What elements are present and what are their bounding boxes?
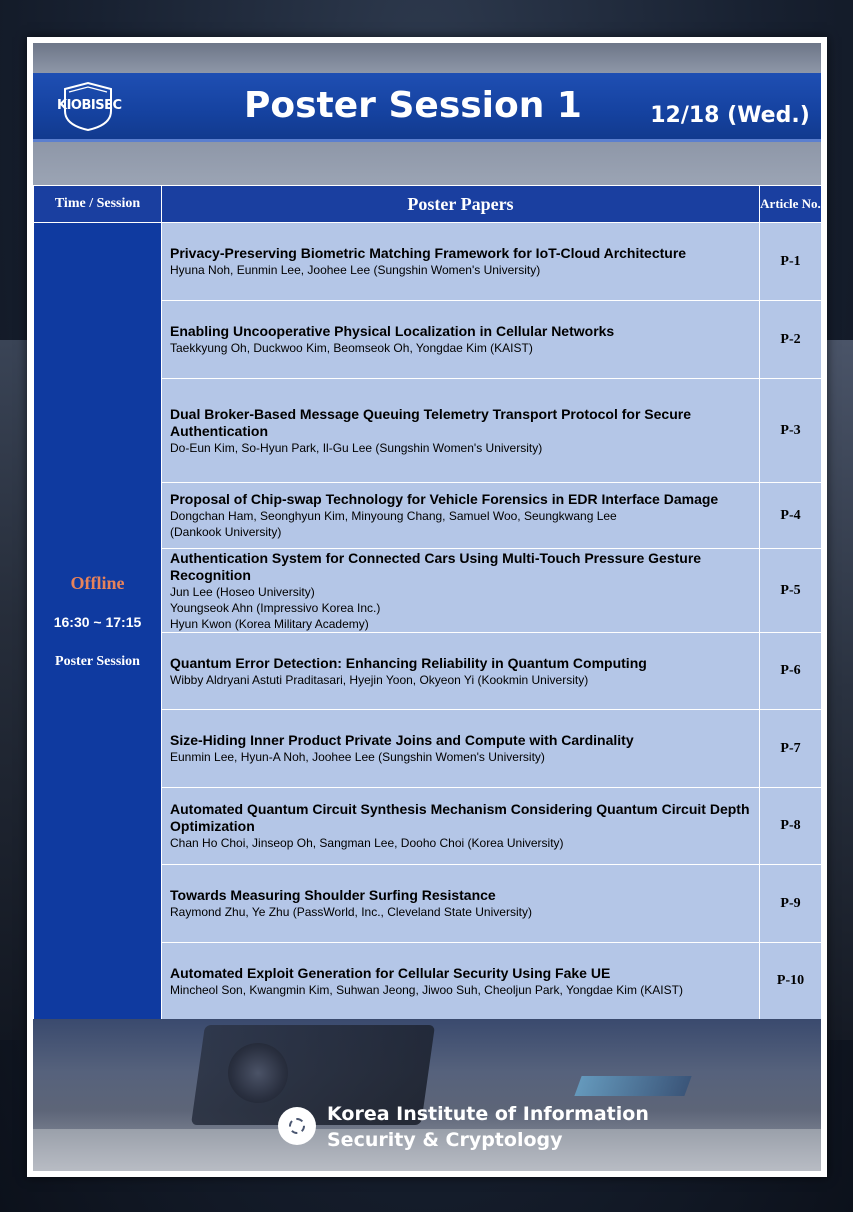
- article-number: P-10: [760, 943, 822, 1020]
- table-header-row: [34, 186, 822, 223]
- poster-body: [33, 43, 821, 1171]
- kiisc-emblem-icon: [278, 1107, 316, 1145]
- session-cell: [34, 223, 162, 1020]
- schedule-table: [33, 185, 822, 1020]
- speaker-cone: [228, 1043, 288, 1103]
- mid-strip: [33, 142, 821, 185]
- paper-title: Privacy-Preserving Biometric Matching Framework for IoT-Cloud Architecture: [170, 245, 687, 261]
- paper-cell: [162, 633, 760, 710]
- paper-title: Automated Quantum Circuit Synthesis Mechanism Considering Quantum Circuit Depth Optimization: [170, 801, 750, 834]
- article-number: P-4: [760, 483, 822, 549]
- header-banner: [33, 73, 821, 142]
- paper-title: Dual Broker-Based Message Queuing Telemetry Transport Protocol for Secure Authentication: [170, 405, 691, 439]
- paper-cell: [162, 865, 760, 943]
- organization-name: [327, 1101, 649, 1153]
- header-article-no: [760, 186, 822, 223]
- footer-photo: [33, 1019, 821, 1171]
- paper-cell: [162, 788, 760, 865]
- session-date: 12/18 (Wed.): [650, 103, 810, 128]
- kiisc-logo: [55, 81, 121, 131]
- article-number: P-7: [760, 710, 822, 788]
- session-mode: Offline: [70, 572, 125, 593]
- logo-text: KIOBISEC: [57, 98, 122, 113]
- article-number: P-9: [760, 865, 822, 943]
- paper-title: Enabling Uncooperative Physical Localization in Cellular Networks: [170, 323, 615, 339]
- emblem-center-icon: [289, 1118, 305, 1134]
- paper-title: Size-Hiding Inner Product Private Joins and Compute with Cardinality: [170, 732, 634, 748]
- paper-authors: Wibby Aldryani Astuti Praditasari, Hyejin Yoon, Okyeon Yi (Kookmin University): [170, 672, 589, 687]
- stage-monitor: [574, 1076, 691, 1096]
- paper-authors: Dongchan Ham, Seonghyun Kim, Minyoung Chang, Samuel Woo, Seungkwang Lee (Dankook University): [170, 509, 617, 539]
- paper-cell: [162, 379, 760, 483]
- paper-authors: Chan Ho Choi, Jinseop Oh, Sangman Lee, Dooho Choi (Korea University): [170, 836, 564, 850]
- table-row: [34, 223, 822, 301]
- paper-title: Authentication System for Connected Cars Using Multi-Touch Pressure Gesture Recognition: [170, 549, 702, 583]
- paper-cell: [162, 483, 760, 549]
- paper-cell: [162, 223, 760, 301]
- paper-authors: Raymond Zhu, Ye Zhu (PassWorld, Inc., Cleveland State University): [170, 905, 532, 919]
- session-type: Poster Session: [55, 653, 140, 669]
- header-poster-papers: Poster Papers: [162, 186, 760, 223]
- top-strip: [33, 43, 821, 73]
- page-title: Poster Session 1: [244, 85, 582, 126]
- article-number: P-1: [760, 223, 822, 301]
- article-number: P-6: [760, 633, 822, 710]
- paper-title: Towards Measuring Shoulder Surfing Resistance: [170, 887, 496, 903]
- session-time: 16:30 ~ 17:15: [53, 613, 142, 630]
- org-line-2: Security & Cryptology: [327, 1129, 563, 1151]
- paper-title: Quantum Error Detection: Enhancing Reliability in Quantum Computing: [170, 654, 647, 671]
- paper-title: Proposal of Chip-swap Technology for Vehicle Forensics in EDR Interface Damage: [170, 491, 719, 507]
- header-time-session: Time / Session: [34, 186, 162, 223]
- article-number: P-3: [760, 379, 822, 483]
- article-number: P-2: [760, 301, 822, 379]
- paper-authors: Taekkyung Oh, Duckwoo Kim, Beomseok Oh, Yongdae Kim (KAIST): [170, 341, 533, 355]
- paper-authors: Hyuna Noh, Eunmin Lee, Joohee Lee (Sungshin Women's University): [170, 263, 541, 277]
- paper-authors: Eunmin Lee, Hyun-A Noh, Joohee Lee (Sungshin Women's University): [170, 750, 545, 764]
- article-number: P-5: [760, 549, 822, 633]
- header-article-no-label: Article No.: [760, 196, 821, 211]
- poster-frame: [27, 37, 827, 1177]
- paper-title: Automated Exploit Generation for Cellular Security Using Fake UE: [170, 964, 611, 981]
- paper-authors: Do-Eun Kim, So-Hyun Park, Il-Gu Lee (Sungshin Women's University): [170, 440, 543, 455]
- org-line-1: Korea Institute of Information: [327, 1103, 649, 1125]
- article-number: P-8: [760, 788, 822, 865]
- paper-cell: [162, 301, 760, 379]
- paper-authors: Mincheol Son, Kwangmin Kim, Suhwan Jeong, Jiwoo Suh, Cheoljun Park, Yongdae Kim (KAIST): [170, 982, 683, 997]
- paper-cell: [162, 710, 760, 788]
- paper-authors: Jun Lee (Hoseo University) Youngseok Ahn (Impressivo Korea Inc.) Hyun Kwon (Korea Military Academy): [170, 584, 381, 631]
- paper-cell: [162, 943, 760, 1020]
- paper-cell: [162, 549, 760, 633]
